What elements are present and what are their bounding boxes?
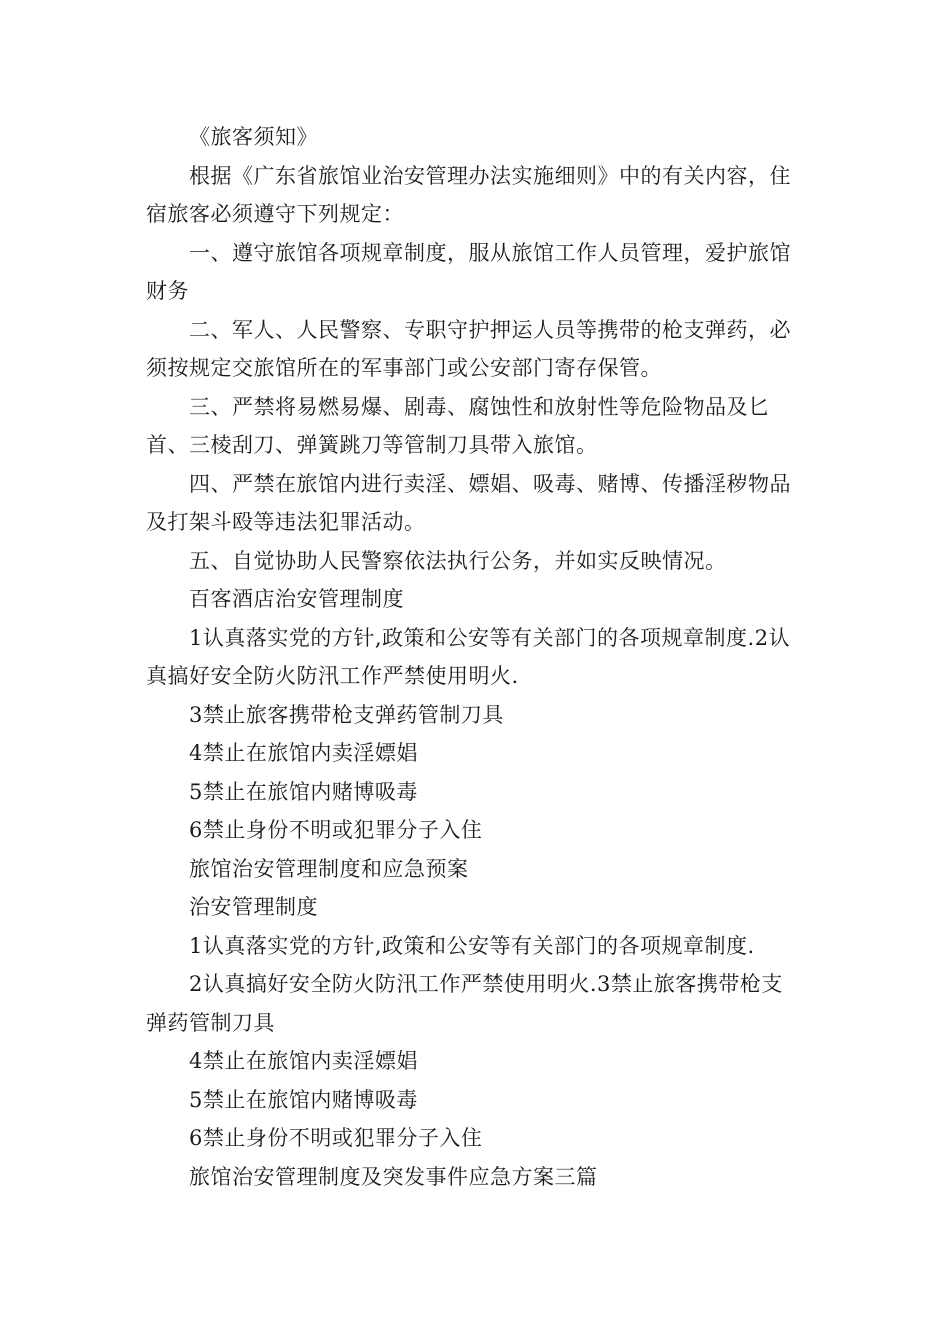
rule-item-1: 一、遵守旅馆各项规章制度，服从旅馆工作人员管理，爱护旅馆财务 xyxy=(146,240,791,303)
security-item-5: 5禁止在旅馆内赌博吸毒 xyxy=(189,779,418,804)
security2-item-2-3: 2认真搞好安全防火防汛工作严禁使用明火.3禁止旅客携带枪支弹药管制刀具 xyxy=(146,972,783,1035)
heading-security-and-emergency: 旅馆治安管理制度和应急预案 xyxy=(189,856,469,881)
rule-item-4: 四、严禁在旅馆内进行卖淫、嫖娼、吸毒、赌博、传播淫秽物品及打架斗殴等违法犯罪活动。 xyxy=(146,471,791,534)
heading-emergency-plan: 旅馆治安管理制度及突发事件应急方案三篇 xyxy=(189,1164,598,1189)
security-item-3: 3禁止旅客携带枪支弹药管制刀具 xyxy=(189,702,504,727)
security-item-6: 6禁止身份不明或犯罪分子入住 xyxy=(189,818,483,842)
security2-item-1: 1认真落实党的方针,政策和公安等有关部门的各项规章制度. xyxy=(189,933,755,958)
rule-item-3: 三、严禁将易燃易爆、剧毒、腐蚀性和放射性等危险物品及匕首、三棱刮刀、弹簧跳刀等管制刀具带入旅馆。 xyxy=(146,394,770,457)
security2-item-4: 4禁止在旅馆内卖淫嫖娼 xyxy=(189,1049,418,1073)
heading-security-rules: 治安管理制度 xyxy=(189,895,318,919)
document-body xyxy=(146,118,798,1196)
heading-guest-notice: 《旅客须知》 xyxy=(189,125,318,149)
security2-item-6: 6禁止身份不明或犯罪分子入住 xyxy=(189,1126,483,1150)
paragraph-intro: 根据《广东省旅馆业治安管理办法实施细则》中的有关内容，住宿旅客必须遵守下列规定： xyxy=(146,163,791,226)
heading-hotel-security: 百客酒店治安管理制度 xyxy=(189,587,404,611)
security-item-4: 4禁止在旅馆内卖淫嫖娼 xyxy=(189,741,418,765)
rule-item-2: 二、军人、人民警察、专职守护押运人员等携带的枪支弹药，必须按规定交旅馆所在的军事部门或公安部门寄存保管。 xyxy=(146,317,791,380)
rule-item-5: 五、自觉协助人民警察依法执行公务，并如实反映情况。 xyxy=(189,548,727,573)
security-item-1-2: 1认真落实党的方针,政策和公安等有关部门的各项规章制度.2认真搞好安全防火防汛工作严禁使用明火. xyxy=(146,625,791,688)
security2-item-5: 5禁止在旅馆内赌博吸毒 xyxy=(189,1087,418,1112)
